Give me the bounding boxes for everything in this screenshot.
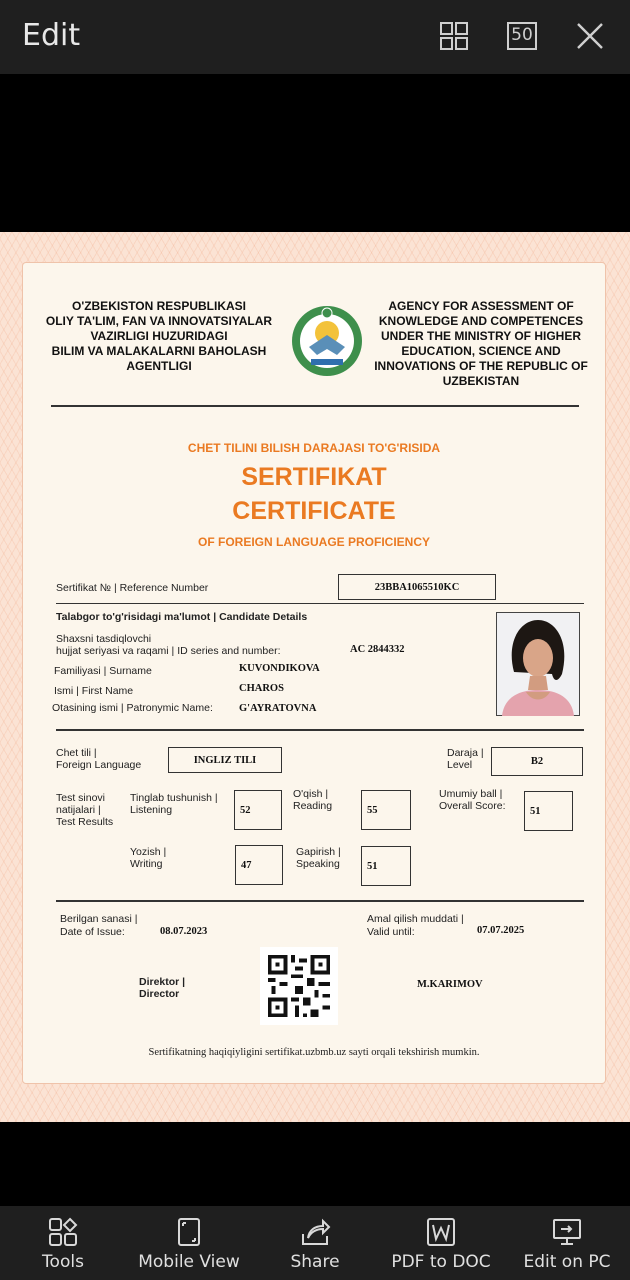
candidate-photo <box>496 612 580 716</box>
left-header-line: OLIY TA'LIM, FAN VA INNOVATSIYALAR <box>45 314 273 328</box>
tools-button[interactable] <box>0 1206 126 1280</box>
qr-code-icon[interactable] <box>259 947 339 1025</box>
page-count-icon[interactable] <box>506 20 538 52</box>
edit-on-pc-icon <box>551 1216 583 1248</box>
pdf-to-doc-label: PDF to DOC <box>391 1252 491 1272</box>
first-name-value: CHAROS <box>239 683 284 694</box>
tools-label: Tools <box>42 1252 84 1272</box>
title-en: CERTIFICATE <box>232 497 396 525</box>
edit-on-pc-button[interactable] <box>504 1206 630 1280</box>
left-header-line: VAZIRLIGI HUZURIDAGI <box>90 329 228 343</box>
listening-label-2: Listening <box>130 804 173 816</box>
tools-icon <box>47 1216 79 1248</box>
right-header-line: UZBEKISTAN <box>442 374 520 388</box>
first-name-label: Ismi | First Name <box>54 685 134 697</box>
edit-on-pc-label: Edit on PC <box>523 1252 611 1272</box>
id-label-1: Shaxsni tasdiqlovchi <box>56 633 152 645</box>
overall-value: 51 <box>530 805 541 817</box>
subtitle-top: CHET TILINI BILISH DARAJASI TO'G'RISIDA <box>187 441 441 455</box>
issue-label-2: Date of Issue: <box>60 926 125 938</box>
patronymic-value: G'AYRATOVNA <box>239 703 317 714</box>
left-header-line: BILIM VA MALAKALARNI BAHOLASH <box>51 344 267 358</box>
divider <box>56 900 584 902</box>
divider <box>56 603 584 604</box>
candidate-heading: Talabgor to'g'risidagi ma'lumot | Candidate Details <box>56 611 308 623</box>
left-header <box>31 299 287 374</box>
level-label-1: Daraja | <box>447 747 484 759</box>
divider <box>51 405 579 407</box>
mobile-view-button[interactable] <box>126 1206 252 1280</box>
right-header <box>367 299 595 389</box>
reading-label-2: Reading <box>293 800 333 812</box>
level-box <box>491 747 583 776</box>
speaking-label-1: Gapirish | <box>296 846 341 858</box>
left-header-line: O'ZBEKISTON RESPUBLIKASI <box>72 299 246 313</box>
language-label-1: Chet tili | <box>56 747 97 759</box>
surname-label: Familiyasi | Surname <box>54 665 152 677</box>
right-header-line: KNOWLEDGE AND COMPETENCES <box>378 314 584 328</box>
share-icon <box>299 1216 331 1248</box>
patronymic-label: Otasining ismi | Patronymic Name: <box>52 702 213 714</box>
bottom-toolbar <box>0 1206 630 1280</box>
level-label-2: Level <box>447 759 473 771</box>
ref-box <box>338 574 496 600</box>
edit-button[interactable]: Edit <box>22 18 81 53</box>
results-label-2: natijalari | <box>56 804 101 816</box>
level-value: B2 <box>530 756 544 767</box>
writing-value: 47 <box>241 859 252 871</box>
reading-value: 55 <box>367 804 378 816</box>
results-label-1: Test sinovi <box>56 792 106 804</box>
verify-note: Sertifikatning haqiqiyligini sertifikat.uzbmb.uz sayti orqali tekshirish mumkin. <box>148 1047 480 1058</box>
listening-value: 52 <box>240 804 251 816</box>
right-header-line: INNOVATIONS OF THE REPUBLIC OF <box>374 359 588 373</box>
close-icon[interactable] <box>574 20 606 52</box>
share-label: Share <box>290 1252 340 1272</box>
id-label-2: hujjat seriyasi va raqami | ID series and number: <box>56 645 281 657</box>
certificate-frame <box>22 262 606 1084</box>
mobile-view-label: Mobile View <box>138 1252 240 1272</box>
right-header-line: UNDER THE MINISTRY OF HIGHER <box>380 329 581 343</box>
document-page <box>0 232 630 1122</box>
language-label-2: Foreign Language <box>56 759 142 771</box>
pdf-to-doc-icon <box>425 1216 457 1248</box>
writing-label-2: Writing <box>130 858 163 870</box>
overall-label-1: Umumiy ball | <box>439 788 503 800</box>
valid-value: 07.07.2025 <box>477 925 525 936</box>
surname-value: KUVONDIKOVA <box>239 663 320 674</box>
top-bar <box>0 0 630 74</box>
language-box <box>168 747 282 773</box>
left-header-line: AGENTLIGI <box>126 359 192 373</box>
listening-box <box>234 790 282 830</box>
writing-box <box>235 845 283 885</box>
right-header-line: EDUCATION, SCIENCE AND <box>401 344 561 358</box>
pdf-to-doc-button[interactable] <box>378 1206 504 1280</box>
reading-label-1: O'qish | <box>293 788 329 800</box>
writing-label-1: Yozish | <box>130 846 167 858</box>
emblem-icon <box>289 303 365 379</box>
speaking-label-2: Speaking <box>296 858 340 870</box>
ref-number: 23BBA1065510KC <box>374 581 460 593</box>
issue-label-1: Berilgan sanasi | <box>60 913 138 925</box>
subtitle-bottom: OF FOREIGN LANGUAGE PROFICIENCY <box>197 535 430 549</box>
page-count: 50 <box>511 25 533 45</box>
overall-box <box>524 791 573 831</box>
listening-label-1: Tinglab tushunish | <box>130 792 218 804</box>
reading-box <box>361 790 411 830</box>
results-label-3: Test Results <box>56 816 114 828</box>
divider <box>56 729 584 731</box>
issue-value: 08.07.2023 <box>160 926 208 937</box>
overall-label-2: Overall Score: <box>439 800 506 812</box>
speaking-box <box>361 846 411 886</box>
mobile-view-icon <box>173 1216 205 1248</box>
valid-label-1: Amal qilish muddati | <box>367 913 464 925</box>
director-label-2: Director <box>139 988 180 1000</box>
title-uz: SERTIFIKAT <box>241 463 387 491</box>
language-value: INGLIZ TILI <box>193 754 257 766</box>
grid-view-icon[interactable] <box>438 20 470 52</box>
ref-label: Sertifikat № | Reference Number <box>56 582 209 594</box>
share-button[interactable] <box>252 1206 378 1280</box>
director-name: M.KARIMOV <box>417 979 483 990</box>
right-header-line: AGENCY FOR ASSESSMENT OF <box>388 299 574 313</box>
speaking-value: 51 <box>367 860 378 872</box>
director-label-1: Direktor | <box>139 976 186 988</box>
valid-label-2: Valid until: <box>367 926 415 938</box>
id-value: AC 2844332 <box>350 644 405 655</box>
